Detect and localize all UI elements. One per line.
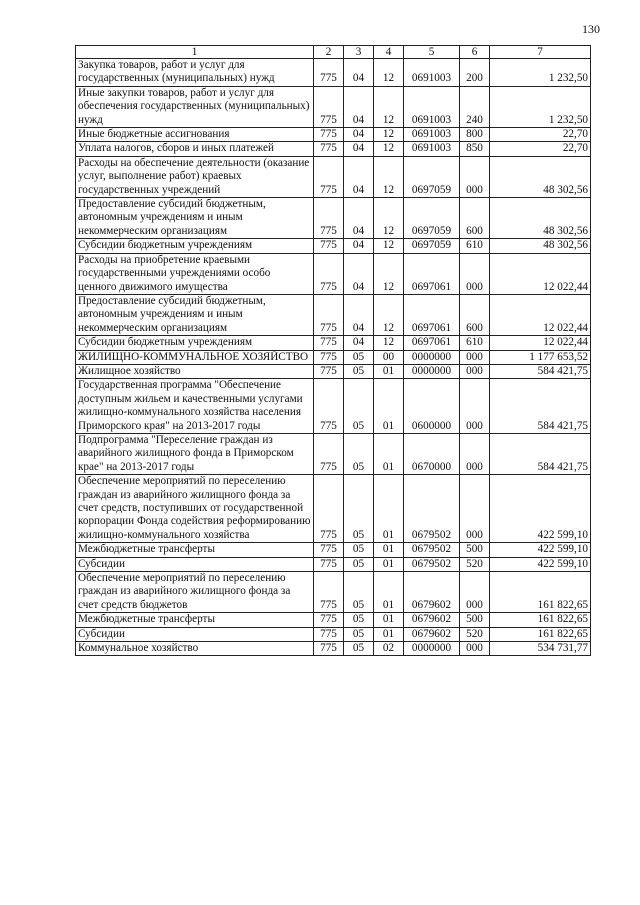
amount: 534 731,77	[490, 642, 591, 656]
target-article-code: 0679502	[404, 475, 460, 543]
amount: 22,70	[490, 128, 591, 142]
item-name: Предоставление субсидий бюджетным, автономным учреждениям и иным некоммерческим организациям	[76, 198, 314, 239]
expense-type-code: 000	[460, 156, 490, 197]
item-name: Уплата налогов, сборов и иных платежей	[76, 142, 314, 156]
expense-type-code: 500	[460, 543, 490, 557]
amount: 1 177 653,52	[490, 350, 591, 364]
subsection-code: 01	[374, 543, 404, 557]
target-article-code: 0697059	[404, 156, 460, 197]
expense-type-code: 610	[460, 336, 490, 350]
section-code: 05	[344, 557, 374, 571]
expense-type-code: 200	[460, 59, 490, 87]
item-name: Закупка товаров, работ и услуг для государственных (муниципальных) нужд	[76, 59, 314, 87]
item-name: Субсидии	[76, 557, 314, 571]
table-row	[76, 613, 591, 627]
target-article-code: 0670000	[404, 433, 460, 474]
item-name: Расходы на обеспечение деятельности (оказание услуг, выполнение работ) краевых государственных учреждений	[76, 156, 314, 197]
ministry-code: 775	[314, 627, 344, 641]
item-name: Иные закупки товаров, работ и услуг для обеспечения государственных (муниципальных) нужд	[76, 86, 314, 127]
target-article-code: 0697059	[404, 198, 460, 239]
section-code: 04	[344, 198, 374, 239]
subsection-code: 12	[374, 198, 404, 239]
subsection-code: 00	[374, 350, 404, 364]
section-code: 05	[344, 572, 374, 613]
expense-type-code: 000	[460, 475, 490, 543]
amount: 12 022,44	[490, 336, 591, 350]
ministry-code: 775	[314, 364, 344, 378]
table-row	[76, 156, 591, 197]
section-code: 04	[344, 59, 374, 87]
section-code: 04	[344, 253, 374, 294]
item-name: ЖИЛИЩНО-КОММУНАЛЬНОЕ ХОЗЯЙСТВО	[76, 350, 314, 364]
ministry-code: 775	[314, 294, 344, 335]
expense-type-code: 520	[460, 557, 490, 571]
ministry-code: 775	[314, 557, 344, 571]
amount: 422 599,10	[490, 543, 591, 557]
ministry-code: 775	[314, 198, 344, 239]
table-row	[76, 364, 591, 378]
amount: 422 599,10	[490, 475, 591, 543]
item-name: Коммунальное хозяйство	[76, 642, 314, 656]
page-number: 130	[582, 22, 600, 36]
expense-type-code: 800	[460, 128, 490, 142]
amount: 48 302,56	[490, 198, 591, 239]
table-row	[76, 294, 591, 335]
target-article-code: 0697059	[404, 239, 460, 253]
amount: 12 022,44	[490, 253, 591, 294]
amount: 48 302,56	[490, 156, 591, 197]
expense-type-code: 240	[460, 86, 490, 127]
section-code: 04	[344, 142, 374, 156]
expense-type-code: 000	[460, 572, 490, 613]
subsection-code: 12	[374, 253, 404, 294]
table-row	[76, 253, 591, 294]
column-header: 6	[460, 46, 490, 59]
ministry-code: 775	[314, 475, 344, 543]
target-article-code: 0000000	[404, 642, 460, 656]
expense-type-code: 600	[460, 198, 490, 239]
expense-type-code: 000	[460, 642, 490, 656]
amount: 422 599,10	[490, 557, 591, 571]
ministry-code: 775	[314, 86, 344, 127]
section-code: 04	[344, 86, 374, 127]
item-name: Субсидии бюджетным учреждениям	[76, 239, 314, 253]
item-name: Обеспечение мероприятий по переселению граждан из аварийного жилищного фонда за счет средств, поступивших от государственной корпорации Фонда содействия реформированию жилищно-коммунального хозяйства	[76, 475, 314, 543]
table-row	[76, 239, 591, 253]
subsection-code: 12	[374, 128, 404, 142]
subsection-code: 12	[374, 336, 404, 350]
table-body	[76, 59, 591, 656]
amount: 48 302,56	[490, 239, 591, 253]
ministry-code: 775	[314, 350, 344, 364]
target-article-code: 0679602	[404, 572, 460, 613]
amount: 584 421,75	[490, 433, 591, 474]
section-code: 05	[344, 613, 374, 627]
subsection-code: 01	[374, 627, 404, 641]
amount: 22,70	[490, 142, 591, 156]
target-article-code: 0691003	[404, 86, 460, 127]
table-row	[76, 379, 591, 434]
expense-type-code: 520	[460, 627, 490, 641]
section-code: 05	[344, 627, 374, 641]
table-row	[76, 198, 591, 239]
subsection-code: 02	[374, 642, 404, 656]
subsection-code: 12	[374, 294, 404, 335]
table-row	[76, 557, 591, 571]
column-header: 7	[490, 46, 591, 59]
ministry-code: 775	[314, 253, 344, 294]
column-header: 5	[404, 46, 460, 59]
subsection-code: 12	[374, 142, 404, 156]
table-row	[76, 475, 591, 543]
amount: 584 421,75	[490, 364, 591, 378]
subsection-code: 12	[374, 239, 404, 253]
amount: 1 232,50	[490, 59, 591, 87]
ministry-code: 775	[314, 379, 344, 434]
header-row	[76, 46, 591, 59]
ministry-code: 775	[314, 239, 344, 253]
item-name: Подпрограмма "Переселение граждан из аварийного жилищного фонда в Приморском крае" на 2013-2017 годы	[76, 433, 314, 474]
subsection-code: 12	[374, 59, 404, 87]
section-code: 05	[344, 475, 374, 543]
target-article-code: 0600000	[404, 379, 460, 434]
ministry-code: 775	[314, 572, 344, 613]
target-article-code: 0697061	[404, 253, 460, 294]
section-code: 04	[344, 239, 374, 253]
column-header: 1	[76, 46, 314, 59]
section-code: 04	[344, 156, 374, 197]
amount: 161 822,65	[490, 572, 591, 613]
subsection-code: 01	[374, 613, 404, 627]
amount: 584 421,75	[490, 379, 591, 434]
subsection-code: 01	[374, 572, 404, 613]
column-header: 3	[344, 46, 374, 59]
item-name: Межбюджетные трансферты	[76, 543, 314, 557]
subsection-code: 12	[374, 86, 404, 127]
column-header: 4	[374, 46, 404, 59]
column-header: 2	[314, 46, 344, 59]
section-code: 04	[344, 336, 374, 350]
section-code: 05	[344, 543, 374, 557]
ministry-code: 775	[314, 59, 344, 87]
item-name: Субсидии бюджетным учреждениям	[76, 336, 314, 350]
subsection-code: 12	[374, 156, 404, 197]
target-article-code: 0691003	[404, 59, 460, 87]
amount: 161 822,65	[490, 613, 591, 627]
section-code: 04	[344, 128, 374, 142]
budget-table	[75, 45, 591, 656]
expense-type-code: 500	[460, 613, 490, 627]
item-name: Расходы на приобретение краевыми государственными учреждениями особо ценного движимого имущества	[76, 253, 314, 294]
section-code: 05	[344, 364, 374, 378]
table-row	[76, 642, 591, 656]
target-article-code: 0679602	[404, 627, 460, 641]
table-row	[76, 128, 591, 142]
target-article-code: 0691003	[404, 142, 460, 156]
expense-type-code: 000	[460, 253, 490, 294]
section-code: 05	[344, 642, 374, 656]
expense-type-code: 000	[460, 433, 490, 474]
expense-type-code: 850	[460, 142, 490, 156]
table-row	[76, 433, 591, 474]
section-code: 04	[344, 294, 374, 335]
expense-type-code: 600	[460, 294, 490, 335]
section-code: 05	[344, 350, 374, 364]
item-name: Государственная программа "Обеспечение доступным жильем и качественными услугами жилищно-коммунального хозяйства населения Приморского края" на 2013-2017 годы	[76, 379, 314, 434]
target-article-code: 0697061	[404, 336, 460, 350]
section-code: 05	[344, 379, 374, 434]
ministry-code: 775	[314, 142, 344, 156]
expense-type-code: 610	[460, 239, 490, 253]
table-row	[76, 543, 591, 557]
target-article-code: 0697061	[404, 294, 460, 335]
target-article-code: 0679502	[404, 557, 460, 571]
ministry-code: 775	[314, 642, 344, 656]
amount: 12 022,44	[490, 294, 591, 335]
subsection-code: 01	[374, 557, 404, 571]
table-row	[76, 572, 591, 613]
expense-type-code: 000	[460, 364, 490, 378]
target-article-code: 0000000	[404, 350, 460, 364]
item-name: Обеспечение мероприятий по переселению граждан из аварийного жилищного фонда за счет средств бюджетов	[76, 572, 314, 613]
target-article-code: 0679502	[404, 543, 460, 557]
table-row	[76, 350, 591, 364]
subsection-code: 01	[374, 364, 404, 378]
target-article-code: 0691003	[404, 128, 460, 142]
amount: 1 232,50	[490, 86, 591, 127]
item-name: Субсидии	[76, 627, 314, 641]
subsection-code: 01	[374, 475, 404, 543]
item-name: Жилищное хозяйство	[76, 364, 314, 378]
amount: 161 822,65	[490, 627, 591, 641]
subsection-code: 01	[374, 433, 404, 474]
subsection-code: 01	[374, 379, 404, 434]
item-name: Предоставление субсидий бюджетным, автономным учреждениям и иным некоммерческим организациям	[76, 294, 314, 335]
ministry-code: 775	[314, 433, 344, 474]
ministry-code: 775	[314, 543, 344, 557]
ministry-code: 775	[314, 336, 344, 350]
expense-type-code: 000	[460, 379, 490, 434]
table-row	[76, 59, 591, 87]
item-name: Межбюджетные трансферты	[76, 613, 314, 627]
ministry-code: 775	[314, 156, 344, 197]
table-row	[76, 336, 591, 350]
ministry-code: 775	[314, 128, 344, 142]
table-row	[76, 142, 591, 156]
table-row	[76, 627, 591, 641]
item-name: Иные бюджетные ассигнования	[76, 128, 314, 142]
target-article-code: 0000000	[404, 364, 460, 378]
target-article-code: 0679602	[404, 613, 460, 627]
section-code: 05	[344, 433, 374, 474]
table-row	[76, 86, 591, 127]
ministry-code: 775	[314, 613, 344, 627]
expense-type-code: 000	[460, 350, 490, 364]
